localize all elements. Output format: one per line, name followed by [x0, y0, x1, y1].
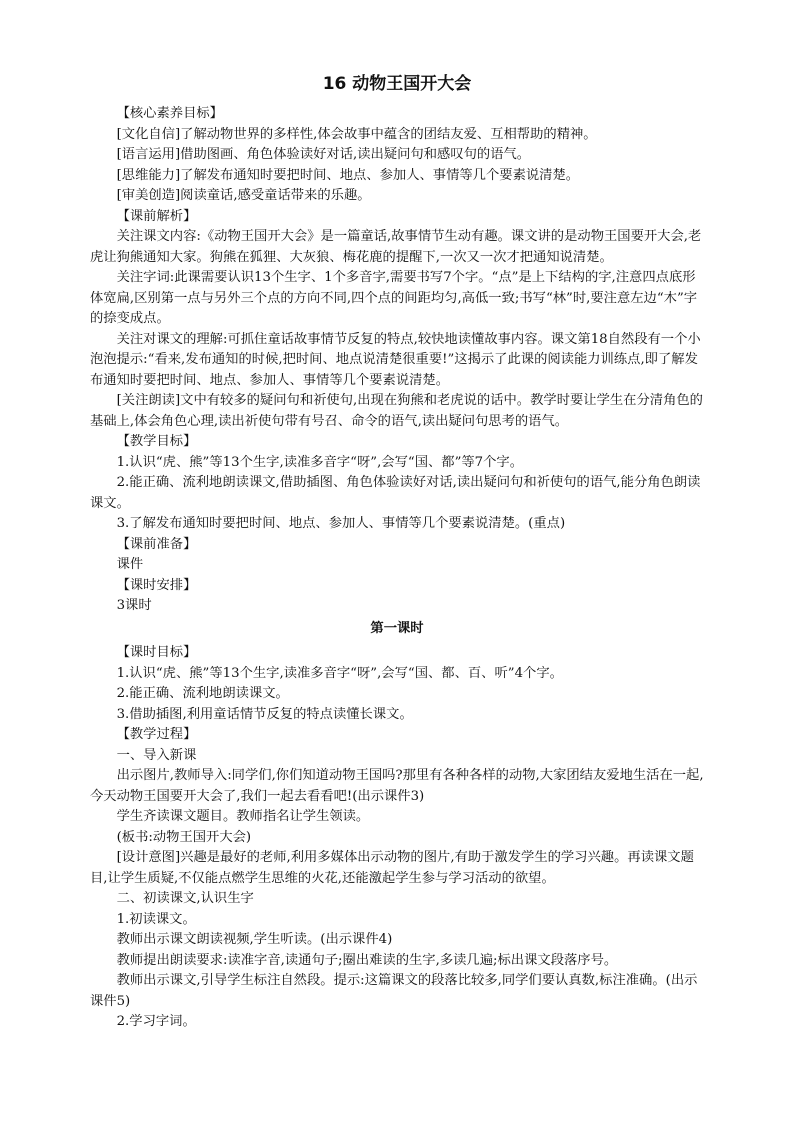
paragraph: 教师提出朗读要求:读准字音,读通句子;圈出难读的生字,多读几遍;标出课文段落序号。 — [116, 952, 618, 968]
section-heading-core-goals: 【核心素养目标】 — [116, 106, 223, 121]
section-heading-schedule: 【课时安排】 — [116, 577, 197, 593]
lesson-heading: 第一课时 — [370, 620, 424, 636]
paragraph: 一、导入新课 — [116, 747, 197, 763]
paragraph: [审美创造]阅读童话,感受童话带来的乐趣。 — [116, 188, 371, 203]
paragraph: 二、初读课文,认识生字 — [116, 891, 254, 906]
paragraph: 学生齐读课文题目。教师指名让学生领读。 — [116, 809, 370, 824]
paragraph: 3课时 — [116, 598, 152, 613]
paragraph: 教师出示课文,引导学生标注自然段。提示:这篇课文的段落比较多,同学们要认真数,标注准确。(出示课件5) — [90, 973, 698, 1009]
paragraph: 1.认识“虎、熊”等13个生字,读准多音字“呀”,会写“国、都、百、听”4个字。 — [116, 665, 563, 681]
page-title: 16 动物王国开大会 — [322, 74, 472, 94]
paragraph: 关注对课文的理解:可抓住童话故事情节反复的特点,较快地读懂故事内容。课文第18自然段有一个小泡泡提示:“看来,发布通知的时候,把时间、地点说清楚很重要!”这揭示了此课的阅读能力训练点,即了解发布通知时要把时间、地点、参加人、事情等几个要素说清楚。 — [90, 331, 701, 388]
paragraph: 出示图片,教师导入:同学们,你们知道动物王国吗?那里有各种各样的动物,大家团结友爱地生活在一起,今天动物王国要开大会了,我们一起去看看吧!(出示课件3) — [90, 768, 704, 804]
section-heading-teaching-goals: 【教学目标】 — [116, 434, 197, 449]
paragraph: 1.初读课文。 — [116, 911, 196, 927]
section-heading-preparation: 【课前准备】 — [116, 536, 197, 552]
paragraph: 3.借助插图,利用童话情节反复的特点读懂长课文。 — [116, 706, 413, 722]
paragraph: [关注朗读]文中有较多的疑问句和祈使句,出现在狗熊和老虎说的话中。教学时要让学生在分清角色的基础上,体会角色心理,读出祈使句带有号召、命令的语气,读出疑问句思考的语气。 — [90, 393, 703, 429]
paragraph: 课件 — [116, 557, 144, 572]
paragraph: 2.能正确、流利地朗读课文,借助插图、角色体验读好对话,读出疑问句和祈使句的语气,能分角色朗读课文。 — [90, 475, 701, 511]
paragraph: [文化自信]了解动物世界的多样性,体会故事中蕴含的团结友爱、互相帮助的精神。 — [116, 126, 597, 142]
paragraph: 关注字词:此课需要认识13个生字、1个多音字,需要书写7个字。“点”是上下结构的字,注意四点底形体宽扁,区别第一点与另外三个点的方向不同,四个点的间距均匀,高低一致;书写“林”时,要注意左边“木”字的捺变成点。 — [90, 270, 698, 326]
paragraph: 关注课文内容:《动物王国开大会》是一篇童话,故事情节生动有趣。课文讲的是动物王国要开大会,老虎让狗熊通知大家。狗熊在狐狸、大灰狼、梅花鹿的提醒下,一次又一次才把通知说清楚。 — [90, 229, 702, 265]
section-heading-pre-analysis: 【课前解析】 — [116, 208, 197, 224]
paragraph: 教师出示课文朗读视频,学生听读。(出示课件4) — [116, 932, 393, 947]
section-heading-process: 【教学过程】 — [116, 727, 197, 742]
paragraph: 2.学习字词。 — [116, 1014, 196, 1029]
paragraph: [设计意图]兴趣是最好的老师,利用多媒体出示动物的图片,有助于激发学生的学习兴趣。再读课文题目,让学生质疑,不仅能点燃学生思维的火花,还能激起学生参与学习活动的欲望。 — [90, 850, 694, 886]
paragraph: (板书:动物王国开大会) — [116, 829, 252, 845]
paragraph: 2.能正确、流利地朗读课文。 — [116, 686, 289, 701]
paragraph: 1.认识“虎、熊”等13个生字,读准多音字“呀”,会写“国、都”等7个字。 — [116, 454, 524, 470]
paragraph: [思维能力]了解发布通知时要把时间、地点、参加人、事情等几个要素说清楚。 — [116, 167, 580, 183]
section-heading-lesson-goals: 【课时目标】 — [116, 645, 197, 660]
paragraph: [语言运用]借助图画、角色体验读好对话,读出疑问句和感叹句的语气。 — [116, 147, 531, 162]
paragraph: 3.了解发布通知时要把时间、地点、参加人、事情等几个要素说清楚。(重点) — [116, 516, 566, 531]
